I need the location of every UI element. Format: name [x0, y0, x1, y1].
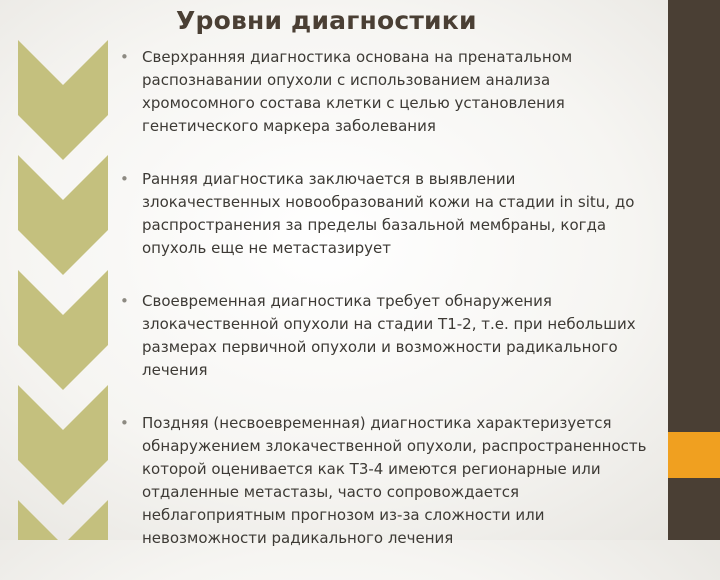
bullet-text: Своевременная диагностика требует обнаружения злокачественной опухоли на стадии Т1-2, т.е. при небольших размерах первичной опухоли и возможности радикального лечения	[142, 292, 636, 379]
slide-title: Уровни диагностики	[176, 6, 477, 35]
bullet-item-timely	[116, 290, 656, 382]
chevron-2	[18, 155, 108, 275]
chevron-5	[18, 500, 108, 540]
bullet-item-late	[116, 412, 656, 550]
chevron-3	[18, 270, 108, 390]
bullet-list	[116, 46, 656, 580]
bullet-text: Поздняя (несвоевременная) диагностика характеризуется обнаружением злокачественной опухоли, распространенность которой оценивается как Т3-4 имеются регионарные или отдаленные метастазы, часто сопровождается неблагоприятным прогнозом из-за сложности или невозможности радикального лечения	[142, 414, 647, 547]
chevron-4	[18, 385, 108, 505]
right-accent-block	[668, 432, 720, 478]
bullet-item-ultra-early	[116, 46, 656, 138]
bullet-mark: •	[120, 414, 129, 432]
bullet-mark: •	[120, 48, 129, 66]
chevron-arrows	[18, 40, 108, 540]
bullet-text: Ранняя диагностика заключается в выявлении злокачественных новообразований кожи на стадии in situ, до распространения за пределы базальной мембраны, когда опухоль еще не метастазирует	[142, 170, 635, 257]
chevron-1	[18, 40, 108, 160]
bullet-mark: •	[120, 292, 129, 310]
bullet-text: Сверхранняя диагностика основана на пренатальном распознавании опухоли с использованием анализа хромосомного состава клетки с целью установления генетического маркера заболевания	[142, 48, 573, 135]
bullet-mark: •	[120, 170, 129, 188]
bullet-item-early	[116, 168, 656, 260]
